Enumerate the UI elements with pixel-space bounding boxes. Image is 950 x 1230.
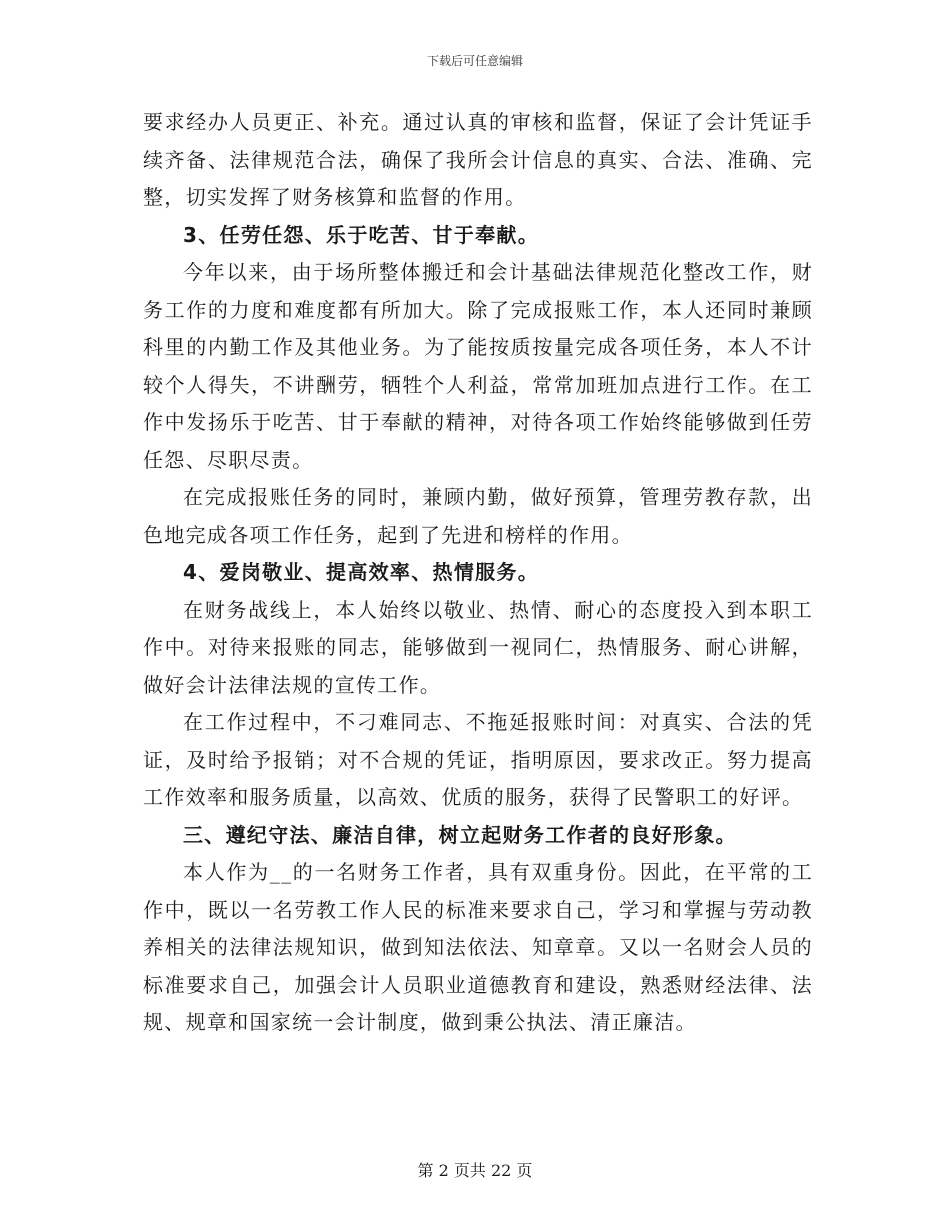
paragraph: 在工作过程中，不刁难同志、不拖延报账时间：对真实、合法的凭证，及时给予报销；对不合规的凭证，指明原因，要求改正。努力提高工作效率和服务质量，以高效、优质的服务，获得了民警职工的好评。 xyxy=(143,710,813,809)
section-heading: 4、爱岗敬业、提高效率、热情服务。 xyxy=(183,560,540,584)
document-body xyxy=(143,104,813,1042)
paragraph: 本人作为__的一名财务工作者，具有双重身份。因此，在平常的工作中，既以一名劳教工作人民的标准来要求自己，学习和掌握与劳动教养相关的法律法规知识，做到知法依法、知章章。又以一名财会人员的标准要求自己，加强会计人员职业道德教育和建设，熟悉财经法律、法规、规章和国家统一会计制度，做到秉公执法、清正廉洁。 xyxy=(143,860,813,1034)
paragraph: 要求经办人员更正、补充。通过认真的审核和监督，保证了会计凭证手续齐备、法律规范合法，确保了我所会计信息的真实、合法、准确、完整，切实发挥了财务核算和监督的作用。 xyxy=(143,110,813,209)
section-heading: 三、遵纪守法、廉洁自律，树立起财务工作者的良好形象。 xyxy=(183,822,737,847)
paragraph: 在完成报账任务的同时，兼顾内勤，做好预算，管理劳教存款，出色地完成各项工作任务，起到了先进和榜样的作用。 xyxy=(143,485,813,547)
section-heading: 3、任劳任怨、乐于吃苦、甘于奉献。 xyxy=(183,222,540,247)
paragraph: 在财务战线上，本人始终以敬业、热情、耐心的态度投入到本职工作中。对待来报账的同志，能够做到一视同仁，热情服务、耐心讲解，做好会计法律法规的宣传工作。 xyxy=(143,597,813,697)
page-header: 下载后可任意编辑 xyxy=(426,54,523,68)
page-number: 第 2 页共 22 页 xyxy=(417,1161,533,1180)
paragraph: 今年以来，由于场所整体搬迁和会计基础法律规范化整改工作，财务工作的力度和难度都有所加大。除了完成报账工作，本人还同时兼顾科里的内勤工作及其他业务。为了能按质按量完成各项任务，本人不计较个人得失，不讲酬劳，牺牲个人利益，常常加班加点进行工作。在工作中发扬乐于吃苦、甘于奉献的精神，对待各项工作始终能够做到任劳任怨、尽职尽责。 xyxy=(143,260,813,472)
